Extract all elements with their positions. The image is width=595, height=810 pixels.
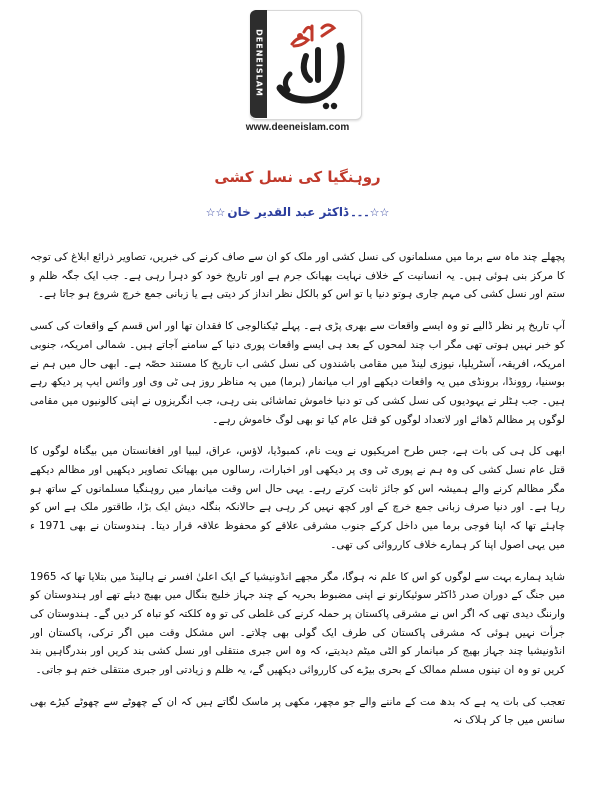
logo-strip-text: DEENEISLAM [254, 29, 264, 97]
article-body [30, 248, 565, 810]
article-paragraph: شاید ہمارے بہت سے لوگوں کو اس کا علم نہ ہوگا، مگر مجھے انڈونیشیا کے ایک اعلیٰ افسر نے ہالینڈ میں بتلایا تھا کہ 1965 میں جنگ کے دوران صدر ڈاکٹر سوئیکارنو نے اپنی مضبوط بحریہ کے چند جہاز خلیج بنگال میں بھیج دیئے تھے اور ہندوستان کو وارننگ دیدی تھی کہ اگر اس نے مشرقی پاکستان پر حملہ کرنے کی غلطی کی تو وہ کلکتہ کو تباہ کر دیں گے۔ ہندوستان کی جرأت نہیں ہوئی کہ مشرقی پاکستان کی طرف ایک گولی بھی چلاتے۔ اس مشکل وقت میں اگر ترکی، پاکستان اور انڈونیشیا چند جہاز بھیج کر میانمار کو الٹی میٹم دیدیتے، کہ وہ اس جبری منتقلی اور نسل کشی بند کریں اور بندرگاہیں بند کریں تو وہ ان تینوں مسلم ممالک کے بحری بیڑے کی کارروائی دیکھیں گے، یہ ظلم و زیادتی اور جبری منتقلی ختم ہو جاتی۔ [30, 570, 565, 677]
article-paragraph: پچھلے چند ماہ سے برما میں مسلمانوں کی نسل کشی اور ملک کو ان سے صاف کرنے کی خبریں، تصاویر ذرائع ابلاغ کی توجہ کا مرکز بنی ہوئی ہیں۔ یہ انسانیت کے خلاف نہایت بھیانک جرم ہے اور تاریخ خود کو دہرا رہی ہے۔ جب ایک جگہ ظلم و ستم اور نسل کشی کی مہم جاری ہوتو دنیا یا تو اس کو بالکل نظر انداز کر دیتی ہے یا زبانی جمع خرچ شروع ہو جاتا ہے۔ [30, 251, 565, 301]
article-paragraph: تعجب کی بات یہ ہے کہ بدھ مت کے ماننے والے جو مچھر، مکھی پر ماسک لگاتے ہیں کہ ان کے چھوٹے سے چھوٹے کیڑے بھی سانس میں جا کر ہلاک نہ [30, 695, 565, 727]
logo-side-strip [250, 10, 267, 118]
author-name: ڈاکٹر عبد القدیر خان [227, 205, 349, 219]
author-prefix-stars: ☆☆۔۔۔ [350, 206, 390, 219]
logo-calligraphy-icon [270, 16, 356, 114]
article-author-line [0, 205, 595, 219]
article-paragraph: آپ تاریخ پر نظر ڈالیے تو وہ ایسے واقعات سے بھری پڑی ہے۔ پہلے ٹیکنالوجی کا فقدان تھا اور اس قسم کے واقعات کی کسی کو خبر نہیں ہوتی تھی مگر اب چند لمحوں کے بعد ہی ایسے واقعات پوری دنیا کے سامنے آجاتے ہیں۔ شمالی امریکہ، جنوبی امریکہ، افریقہ، آسٹریلیا، نیوزی لینڈ میں مقامی باشندوں کی نسل کشی اب تاریخ کا مستند حصّہ ہے۔ ابھی حال میں ہم نے بوسنیا، روونڈا، برونڈی میں یہ واقعات دیکھے اور اب میانمار (برما) میں یہ مناظر روز ہی ٹی وی اور وائس ایپ پر دیکھ رہے ہیں۔ جب ہٹلر نے یہودیوں کی نسل کشی کی تو دنیا خاموش تماشائی بنی رہی، جب انگریزوں نے اپنی کالونیوں میں مقامی لوگوں پر مظالم ڈھائے اور لاتعداد لوگوں کو قتل عام کیا تو بھی لوگ خاموش رہے۔ [30, 320, 565, 426]
site-logo[interactable] [250, 10, 360, 122]
article-title: روہنگیا کی نسل کشی [214, 168, 381, 186]
author-suffix-stars: ☆☆ [205, 206, 226, 219]
site-url-link[interactable]: www.deeneislam.com [245, 122, 350, 133]
article-paragraph: ابھی کل ہی کی بات ہے، جس طرح امریکیوں نے ویت نام، کمبوڈیا، لاؤس، عراق، لیبیا اور افغانستان میں بیگناہ لوگوں کا قتل عام نسل کشی کی وہ ہم نے پوری ٹی وی پر دیکھی اور اخبارات، رسالوں میں بھیانک تصاویر دیکھیں اور مظالم دیکھے مگر مظالم کرنے والے ہمیشہ اس کو جائز ثابت کرتے رہے۔ یہی حال اس وقت میانمار میں روہنگیا مسلمانوں کے ساتھ ہو رہا ہے۔ اور دنیا صرف زبانی جمع خرچ کے اور کچھ نہیں کر رہی ہے حالانکہ بنگلہ دیش ایک بڑا، طاقتور ملک ہے اس کو چاہئے تھا کہ اپنا فوجی برما میں داخل کرکے جنوب مشرقی علاقے کو محفوظ علاقہ قرار دیتا۔ ہندوستان نے بھی 1971 ء میں یہی اصول اپنا کر ہمارے خلاف کارروائی کی تھی۔ [30, 445, 565, 551]
